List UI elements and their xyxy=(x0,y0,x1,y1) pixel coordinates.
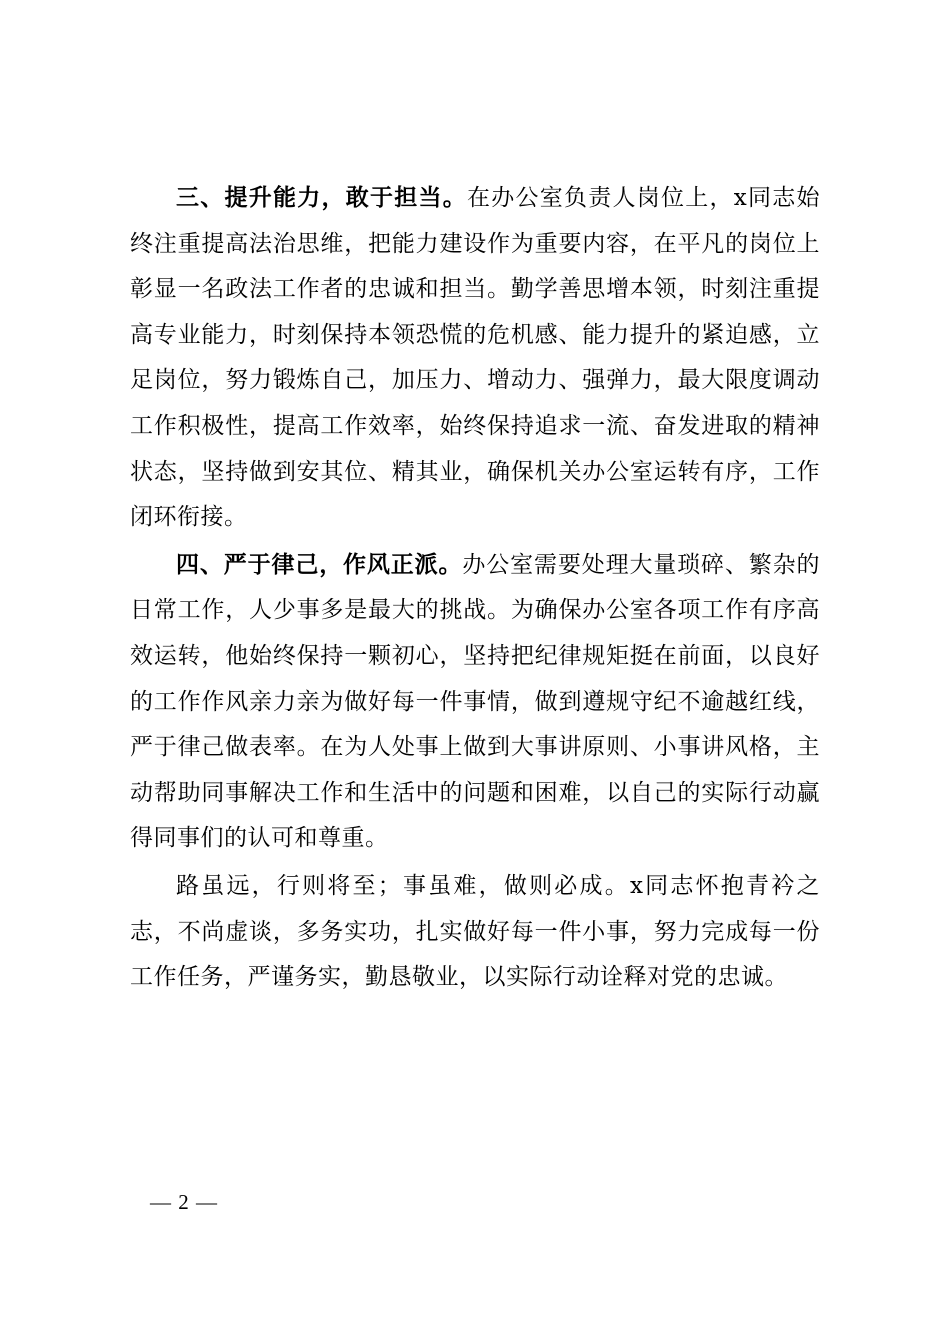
paragraph-conclusion xyxy=(130,864,820,1001)
page-number: — 2 — xyxy=(150,1190,218,1214)
paragraph-4-discipline xyxy=(130,543,820,862)
paragraph-text: 路虽远，行则将至；事虽难，做则必成。x同志怀抱青衿之志，不尚虚谈，多务实功，扎实做好每一件小事，努力完成每一份工作任务，严谨务实，勤恳敬业，以实际行动诠释对党的忠诚。 xyxy=(130,872,820,991)
paragraph-text: 办公室需要处理大量琐碎、繁杂的日常工作，人少事多是最大的挑战。为确保办公室各项工作有序高效运转，他始终保持一颗初心，坚持把纪律规矩挺在前面，以良好的工作作风亲力亲为做好每一件事情，做到遵规守纪不逾越红线，严于律己做表率。在为人处事上做到大事讲原则、小事讲风格，主动帮助同事解决工作和生活中的问题和困难，以自己的实际行动赢得同事们的认可和尊重。 xyxy=(130,551,821,852)
paragraph-3-capability xyxy=(130,176,820,541)
paragraph-heading: 四、严于律己，作风正派。 xyxy=(176,551,463,578)
paragraph-text: 在办公室负责人岗位上，x同志始终注重提高法治思维，把能力建设作为重要内容，在平凡的岗位上彰显一名政法工作者的忠诚和担当。勤学善思增本领，时刻注重提高专业能力，时刻保持本领恐慌的危机感、能力提升的紧迫感，立足岗位，努力锻炼自己，加压力、增动力、强弹力，最大限度调动工作积极性，提高工作效率，始终保持追求一流、奋发进取的精神状态，坚持做到安其位、精其业，确保机关办公室运转有序，工作闭环衔接。 xyxy=(130,185,820,531)
paragraph-heading: 三、提升能力，敢于担当。 xyxy=(176,185,468,211)
document-body xyxy=(130,176,820,1001)
